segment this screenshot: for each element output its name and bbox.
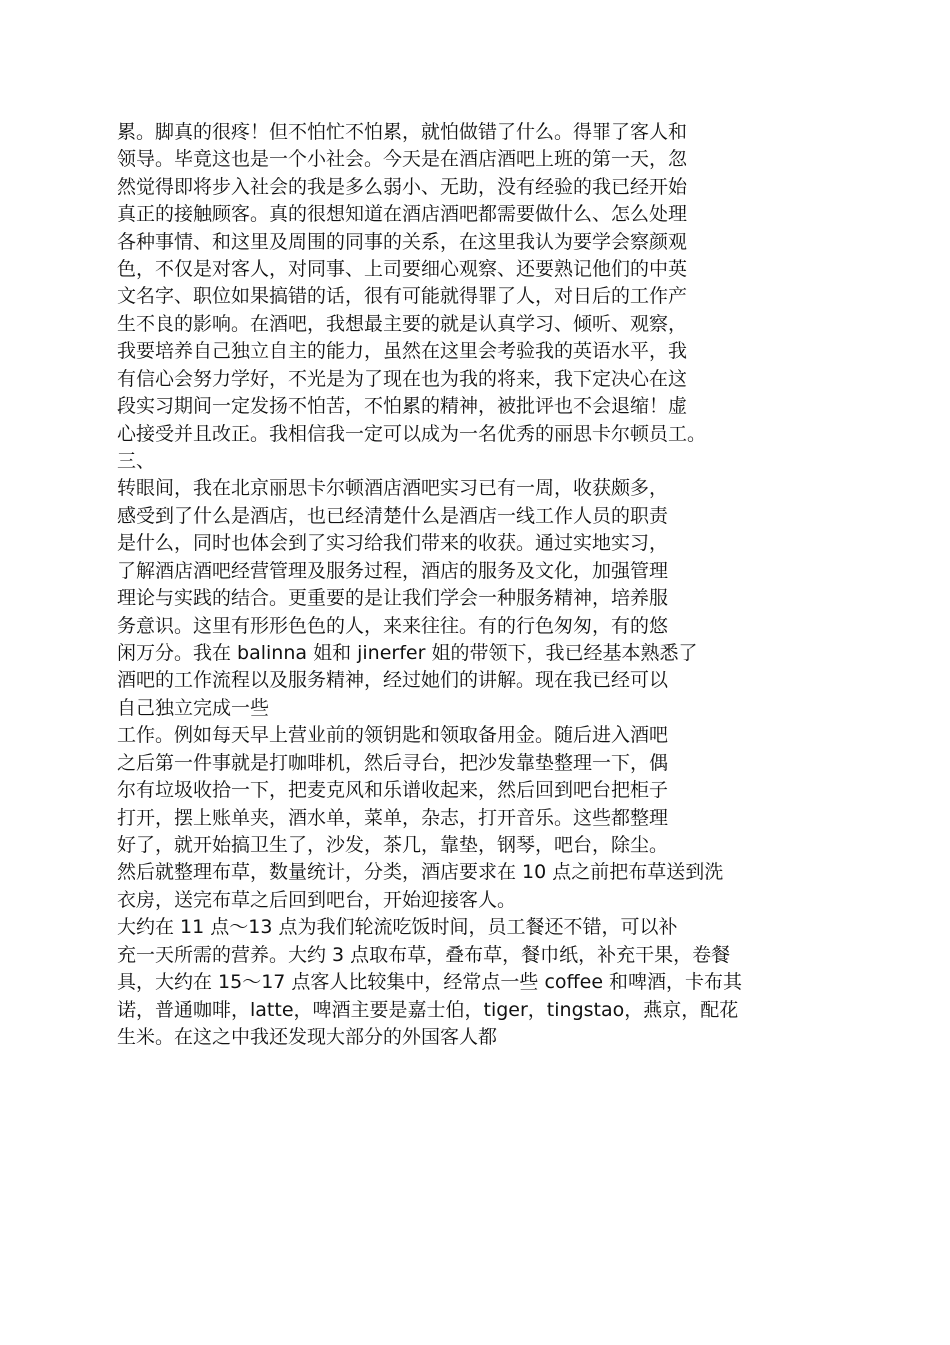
- text-line: 领导。毕竟这也是一个小社会。今天是在酒店酒吧上班的第一天，忽: [117, 148, 688, 170]
- text-line: 闲万分。我在 balinna 姐和 jinerfer 姐的带领下，我已经基本熟悉了: [117, 642, 698, 664]
- text-line: 有信心会努力学好，不光是为了现在也为我的将来，我下定决心在这: [117, 368, 688, 390]
- text-line: 充一天所需的营养。大约 3 点取布草，叠布草，餐巾纸，补充干果，卷餐: [117, 944, 731, 966]
- text-line: 具，大约在 15～17 点客人比较集中，经常点一些 coffee 和啤酒，卡布其: [117, 971, 743, 993]
- text-line: 了解酒店酒吧经营管理及服务过程，酒店的服务及文化，加强管理: [117, 560, 669, 582]
- section-heading: 三、: [117, 450, 156, 472]
- text-line: 衣房，送完布草之后回到吧台，开始迎接客人。: [117, 889, 517, 911]
- text-line: 打开，摆上账单夹，酒水单，菜单，杂志，打开音乐。这些都整理: [117, 807, 669, 829]
- text-line: 各种事情、和这里及周围的同事的关系，在这里我认为要学会察颜观: [117, 231, 688, 253]
- text-line: 诺，普通咖啡，latte，啤酒主要是嘉士伯，tiger，tingstao，燕京，配花: [117, 999, 739, 1021]
- text-line: 生米。在这之中我还发现大部分的外国客人都: [117, 1026, 498, 1048]
- text-line: 转眼间，我在北京丽思卡尔顿酒店酒吧实习已有一周，收获颇多，: [117, 477, 669, 499]
- text-line: 理论与实践的结合。更重要的是让我们学会一种服务精神，培养服: [117, 587, 669, 609]
- text-line: 文名字、职位如果搞错的话，很有可能就得罪了人，对日后的工作产: [117, 285, 688, 307]
- text-line: 生不良的影响。在酒吧，我想最主要的就是认真学习、倾听、观察，: [117, 313, 688, 335]
- text-line: 工作。例如每天早上营业前的领钥匙和领取备用金。随后进入酒吧: [117, 724, 669, 746]
- text-line: 心接受并且改正。我相信我一定可以成为一名优秀的丽思卡尔顿员工。: [117, 423, 707, 445]
- text-line: 之后第一件事就是打咖啡机，然后寻台，把沙发靠垫整理一下，偶: [117, 752, 669, 774]
- text-line: 好了，就开始搞卫生了，沙发，茶几，靠垫，钢琴，吧台，除尘。: [117, 834, 669, 856]
- text-line: 然后就整理布草，数量统计，分类，酒店要求在 10 点之前把布草送到洗: [117, 861, 724, 883]
- text-line: 自己独立完成一些: [117, 697, 270, 719]
- text-line: 酒吧的工作流程以及服务精神，经过她们的讲解。现在我已经可以: [117, 669, 669, 691]
- text-line: 感受到了什么是酒店，也已经清楚什么是酒店一线工作人员的职责: [117, 505, 669, 527]
- text-line: 务意识。这里有形形色色的人，来来往往。有的行色匆匆，有的悠: [117, 615, 669, 637]
- text-line: 段实习期间一定发扬不怕苦，不怕累的精神，被批评也不会退缩！虚: [117, 395, 688, 417]
- text-line: 我要培养自己独立自主的能力，虽然在这里会考验我的英语水平，我: [117, 340, 688, 362]
- text-line: 累。脚真的很疼！但不怕忙不怕累，就怕做错了什么。得罪了客人和: [117, 121, 688, 143]
- text-line: 然觉得即将步入社会的我是多么弱小、无助，没有经验的我已经开始: [117, 176, 688, 198]
- text-line: 是什么，同时也体会到了实习给我们带来的收获。通过实地实习，: [117, 532, 669, 554]
- text-line: 真正的接触顾客。真的很想知道在酒店酒吧都需要做什么、怎么处理: [117, 203, 688, 225]
- text-line: 尔有垃圾收拾一下，把麦克风和乐谱收起来，然后回到吧台把柜子: [117, 779, 669, 801]
- text-line: 大约在 11 点～13 点为我们轮流吃饭时间，员工餐还不错，可以补: [117, 916, 678, 938]
- text-line: 色，不仅是对客人，对同事、上司要细心观察、还要熟记他们的中英: [117, 258, 688, 280]
